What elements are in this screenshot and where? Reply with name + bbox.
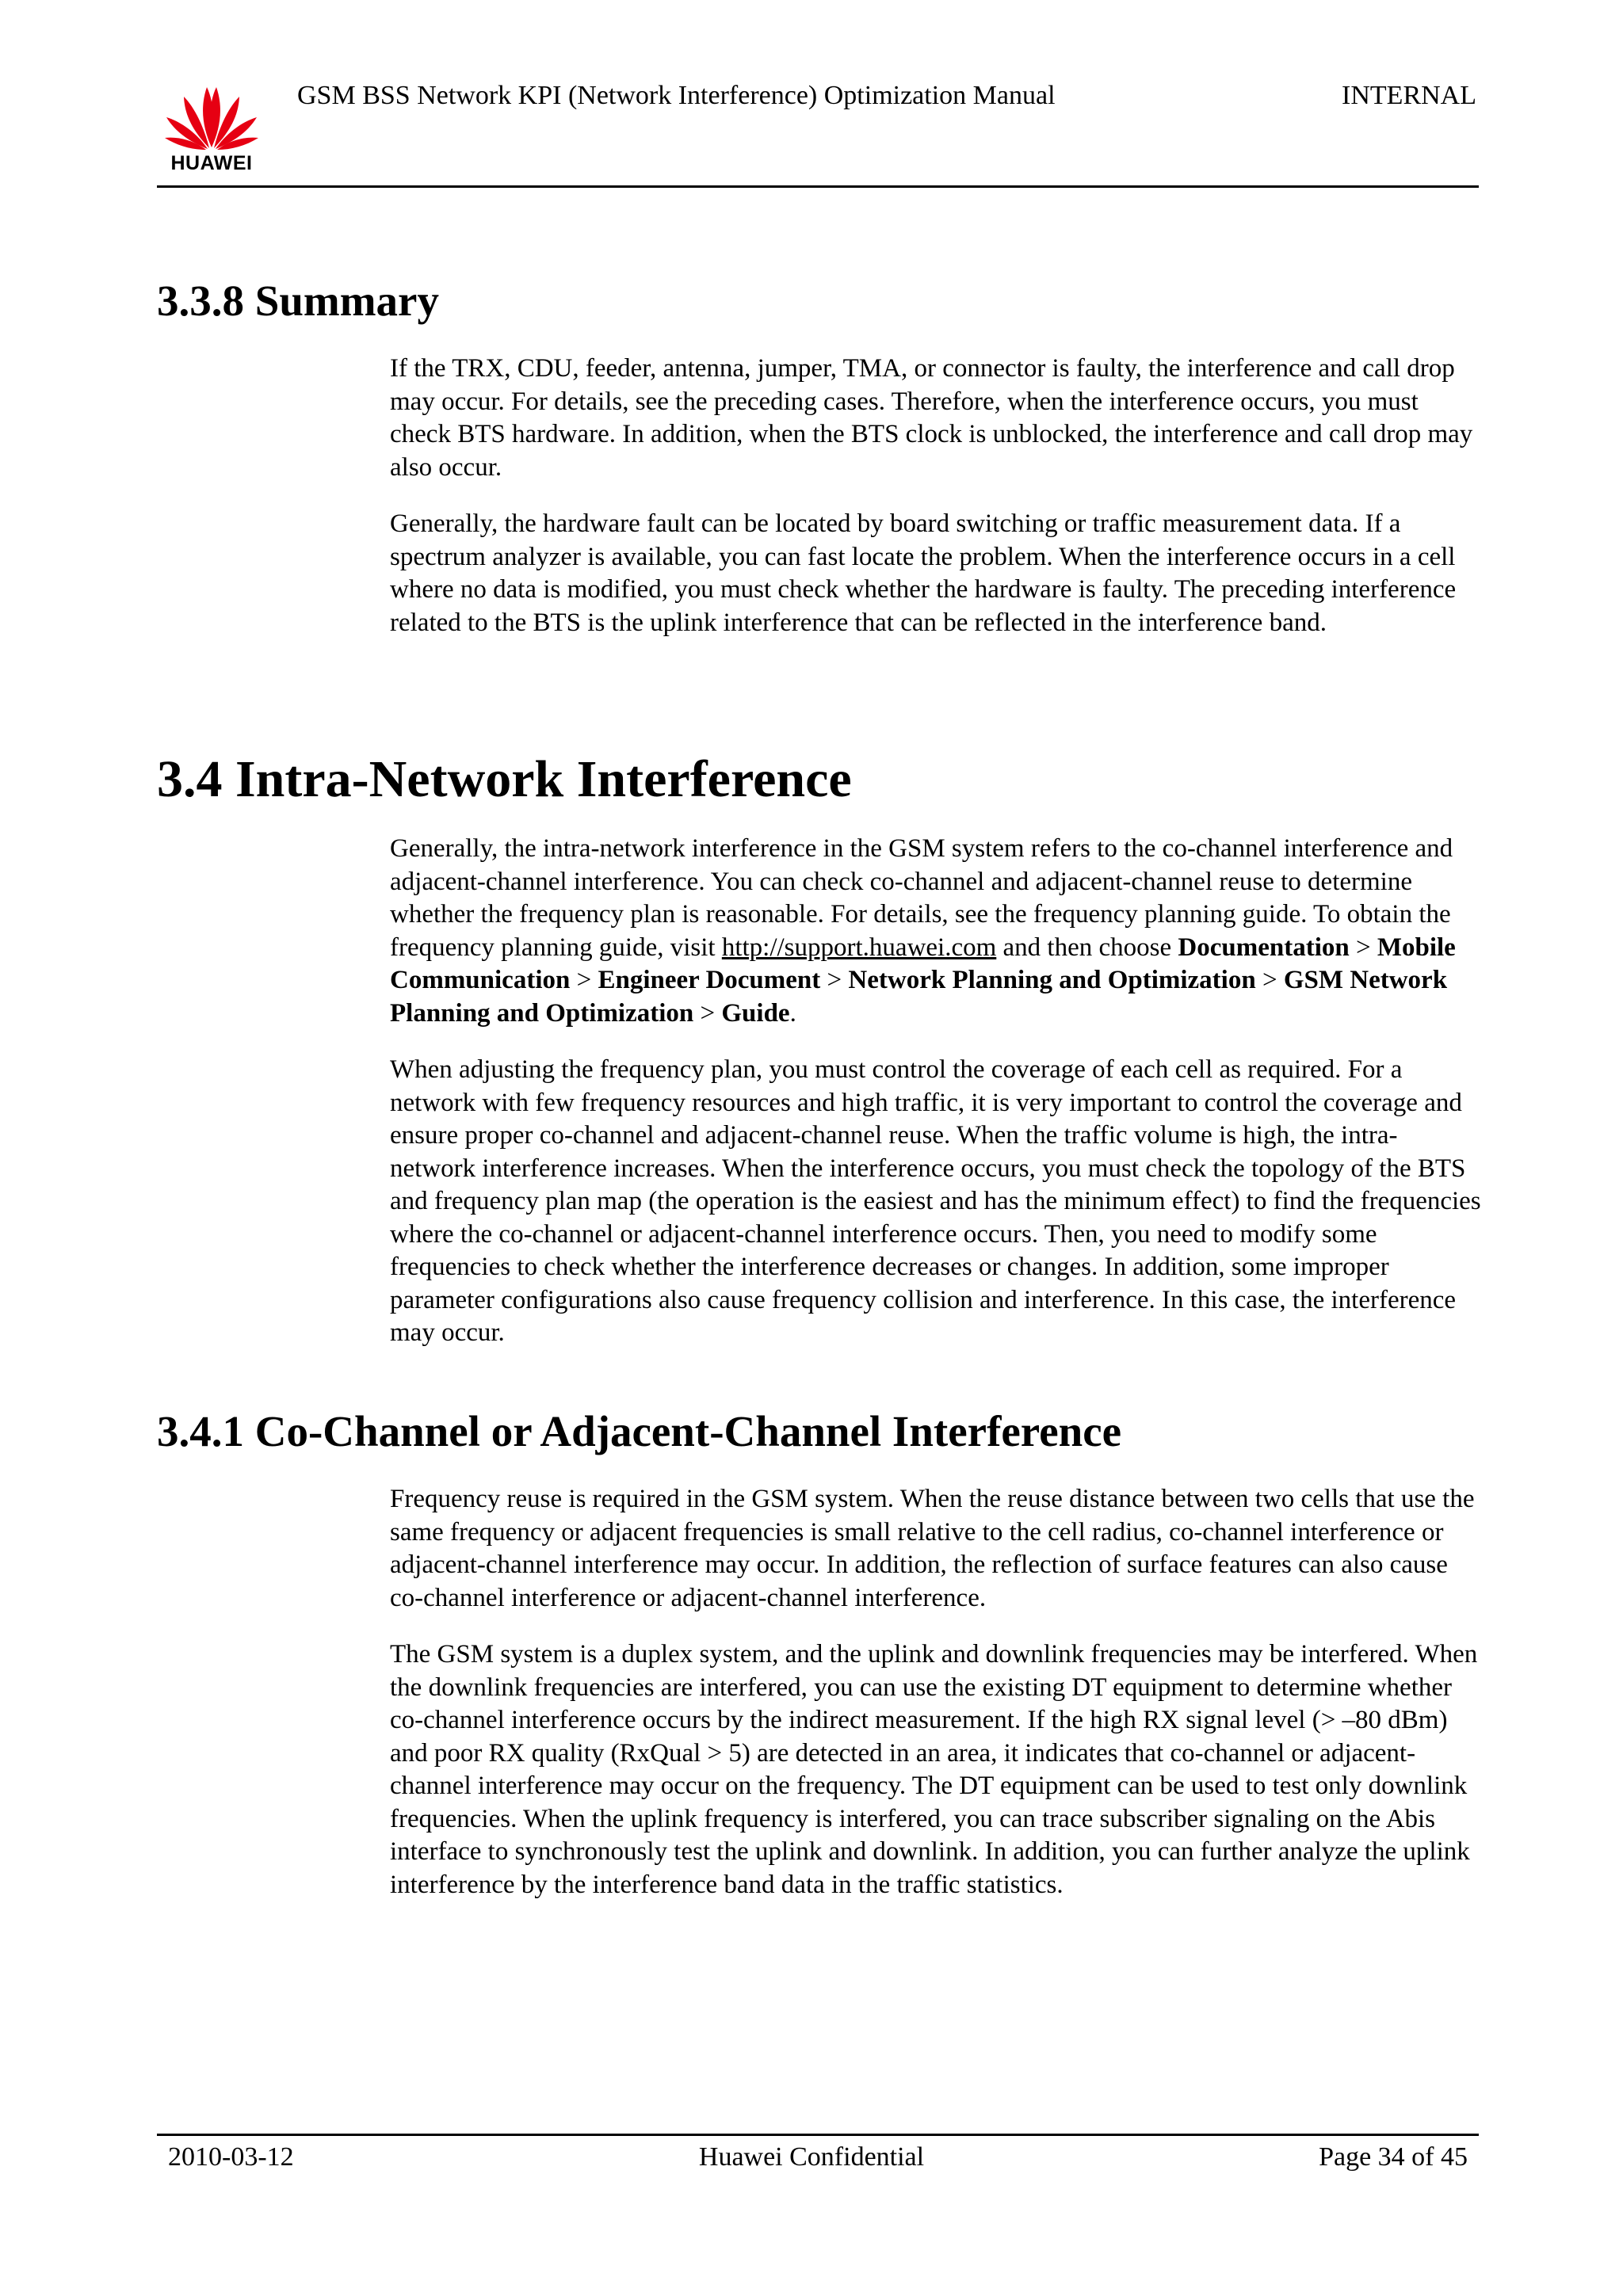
header-divider <box>157 185 1479 188</box>
path-separator: > <box>570 966 598 994</box>
menu-path-documentation: Documentation <box>1178 933 1350 962</box>
footer-date: 2010-03-12 <box>168 2142 294 2172</box>
paragraph: If the TRX, CDU, feeder, antenna, jumper, TMA, or connector is faulty, the interference and call drop may occur. For details, see the preceding cases. Therefore, when the interference occurs, you must check BTS hardware. In addition, when the BTS clock is unblocked, the interference and call drop may also occur. <box>390 354 1473 482</box>
footer-divider <box>157 2134 1479 2136</box>
paragraph: Frequency reuse is required in the GSM system. When the reuse distance between two cells that use the same frequency or adjacent frequencies is small relative to the cell radius, co-channel interference or adjacent-channel interference may occur. In addition, the reflection of surface features can also cause co-channel interference or adjacent-channel interference. <box>390 1485 1475 1612</box>
header-classification: INTERNAL <box>1342 81 1476 110</box>
paragraph: When adjusting the frequency plan, you must control the coverage of each cell as required. For a network with few frequency resources and high traffic, it is very important to control the coverage and ensure proper co-channel and adjacent-channel reuse. When the traffic volume is high, the intra-network interference increases. When the interference occurs, you must check the topology of the BTS and frequency plan map (the operation is the easiest and has the minimum effect) to find the frequencies where the co-channel or adjacent-channel interference occurs. Then, you need to modify some frequencies to check whether the interference decreases or changes. In addition, some improper parameter configurations also cause frequency collision and interference. In this case, the interference may occur. <box>390 1055 1481 1347</box>
menu-path-network-planning: Network Planning and Optimization <box>848 966 1256 994</box>
path-separator: > <box>1255 966 1284 994</box>
section-body-3-4-1 <box>390 1483 1482 1901</box>
menu-path-mobile-communication: Mobile Communication <box>390 933 1456 994</box>
header-title: GSM BSS Network KPI (Network Interference) Optimization Manual <box>297 81 1056 110</box>
paragraph-text: Generally, the intra-network interference in the GSM system refers to the co-channel interference and adjacent-channel interference. You can check co-channel and adjacent-channel reuse to determine whether the frequency plan is reasonable. For details, see the frequency planning guide. To obtain the frequency planning guide, visit <box>390 834 1453 962</box>
menu-path-guide: Guide <box>721 998 790 1028</box>
section-heading-3-3-8: 3.3.8 Summary <box>157 277 439 325</box>
section-heading-3-4-1: 3.4.1 Co-Channel or Adjacent-Channel Interference <box>157 1407 1122 1455</box>
huawei-logo <box>157 73 266 177</box>
section-heading-3-4: 3.4 Intra-Network Interference <box>157 750 852 808</box>
section-body-3-4 <box>390 833 1482 1350</box>
paragraph-text: . <box>789 998 796 1028</box>
paragraph: The GSM system is a duplex system, and the uplink and downlink frequencies may be interfered. When the downlink frequencies are interfered, you can use the existing DT equipment to determine whether co-channel interference occurs by the indirect measurement. If the high RX signal level (> –80 dBm) and poor RX quality (RxQual > 5) are detected in an area, it indicates that co-channel or adjacent-channel interference may occur on the frequency. The DT equipment can be used to test only downlink frequencies. When the uplink frequency is interfered, you can trace subscriber signaling on the Abis interface to synchronously test the uplink and downlink. In addition, you can further analyze the uplink interference by the interference band data in the traffic statistics. <box>390 1640 1478 1899</box>
path-separator: > <box>1349 933 1377 962</box>
section-body-3-3-8 <box>390 353 1482 639</box>
footer-confidential: Huawei Confidential <box>698 2142 925 2172</box>
menu-path-gsm-network-planning: GSM Network Planning and Optimization <box>390 966 1448 1028</box>
menu-path-engineer-document: Engineer Document <box>598 966 821 994</box>
footer-page-number: Page 34 of 45 <box>1319 2142 1468 2172</box>
path-separator: > <box>693 998 722 1028</box>
path-separator: > <box>820 966 849 994</box>
logo-wordmark: HUAWEI <box>170 152 253 174</box>
huawei-petals-icon <box>163 73 260 151</box>
support-link[interactable]: http://support.huawei.com <box>721 933 997 962</box>
paragraph: Generally, the hardware fault can be located by board switching or traffic measurement data. If a spectrum analyzer is available, you can fast locate the problem. When the interference occurs in a cell where no data is modified, you must check whether the hardware is faulty. The preceding interference related to the BTS is the uplink interference that can be reflected in the interference band. <box>390 509 1457 637</box>
paragraph-text: and then choose <box>996 933 1178 962</box>
paragraph <box>390 833 1482 1030</box>
